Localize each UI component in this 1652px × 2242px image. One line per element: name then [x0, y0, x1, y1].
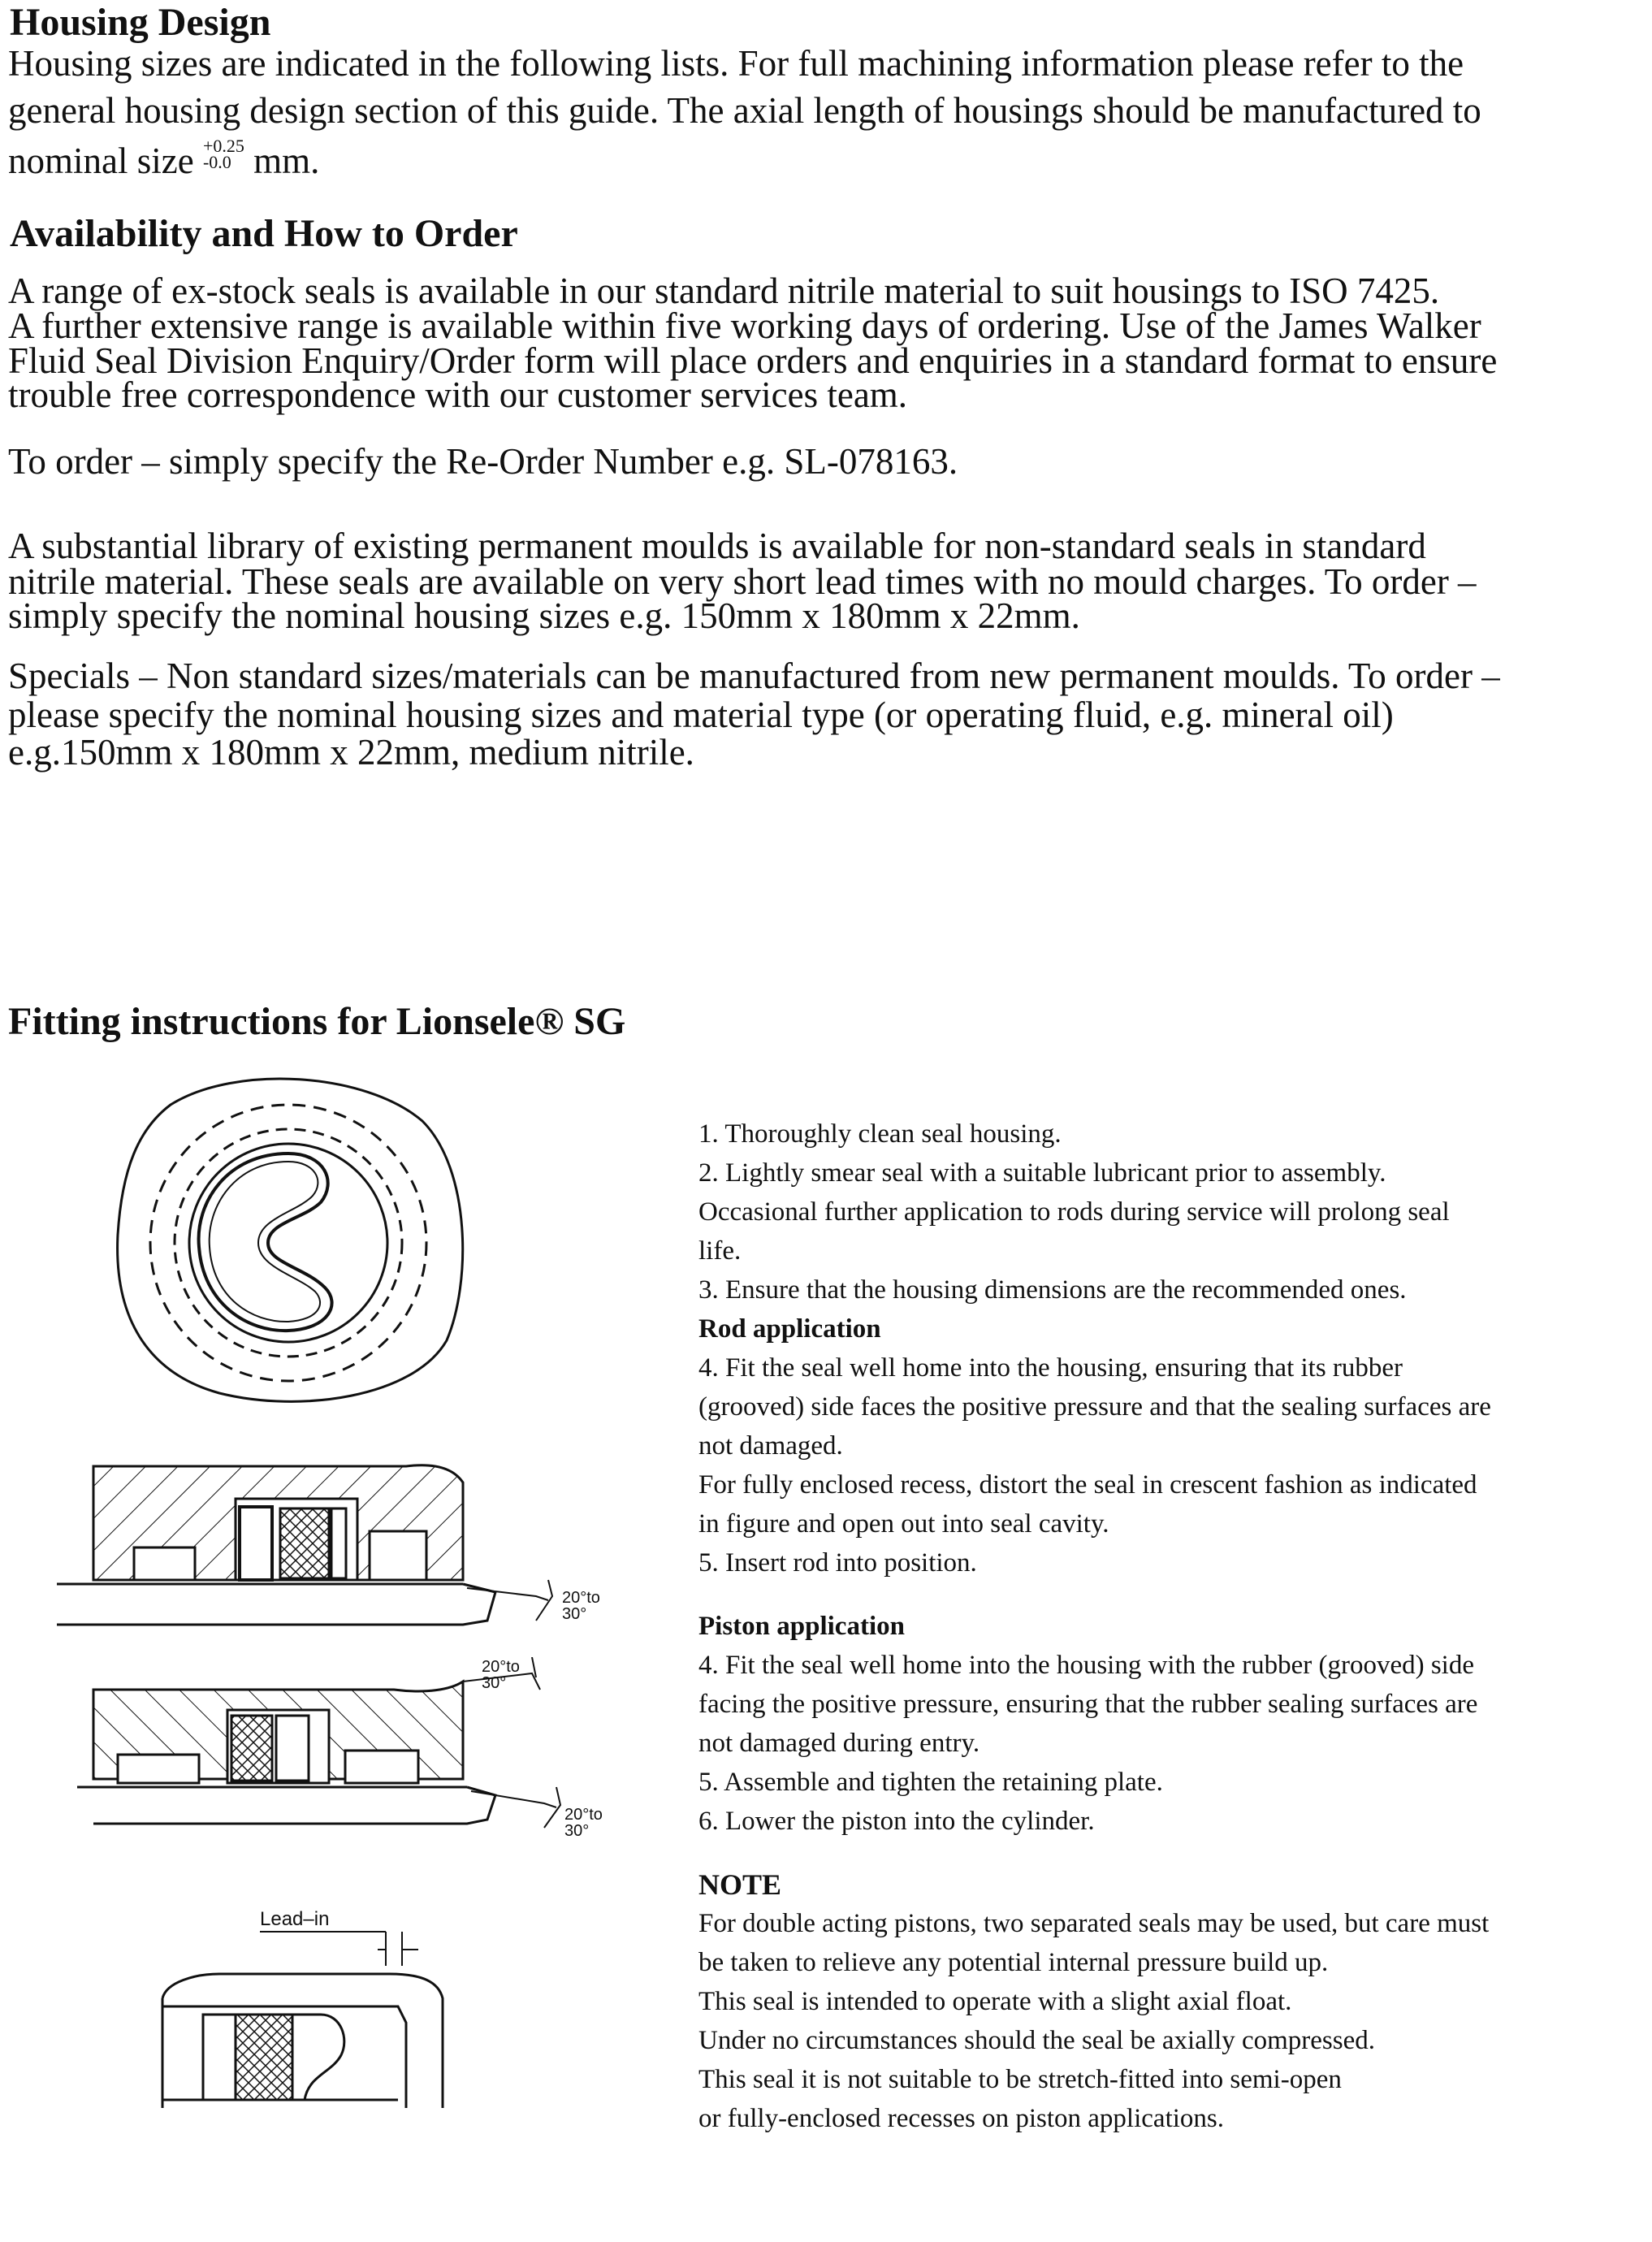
piston-step-4-line-2: facing the positive pressure, ensuring that the rubber sealing surfaces are: [698, 1690, 1478, 1719]
piston-bottom-angle-label-2: 30°: [564, 1822, 590, 1840]
availability-p1-l4: trouble free correspondence with our customer services team.: [8, 374, 908, 415]
availability-p3-l3: simply specify the nominal housing sizes e.g. 150mm x 180mm x 22mm.: [8, 595, 1080, 636]
availability-p2: To order – simply specify the Re-Order Number e.g. SL-078163.: [8, 441, 958, 482]
tolerance: [203, 138, 244, 171]
piston-step-6: 6. Lower the piston into the cylinder.: [698, 1807, 1095, 1836]
availability-p3-l2: nitrile material. These seals are available on very short lead times with no mould charges. To order –: [8, 561, 1477, 602]
note-line-6: or fully-enclosed recesses on piston applications.: [698, 2104, 1224, 2133]
piston-step-4-line-3: not damaged during entry.: [698, 1729, 980, 1758]
rod-note-line-1: For fully enclosed recess, distort the seal in crescent fashion as indicated: [698, 1470, 1477, 1500]
piston-bottom-angle-label-1: 20°to: [564, 1806, 603, 1824]
tolerance-minus: -0.0: [202, 152, 231, 172]
availability-p1-l2: A further extensive range is available within five working days of ordering. Use of the James Walker: [8, 305, 1481, 346]
housing-line-1: Housing sizes are indicated in the following lists. For full machining information please refer to the: [8, 43, 1464, 84]
step-2-line-3: life.: [698, 1236, 742, 1266]
availability-p1-l3: Fluid Seal Division Enquiry/Order form will place orders and enquiries in a standard format to ensure: [8, 340, 1498, 381]
piston-step-5: 5. Assemble and tighten the retaining plate.: [698, 1768, 1163, 1797]
availability-p4-l3: e.g.150mm x 180mm x 22mm, medium nitrile.: [8, 732, 694, 773]
step-2-line-2: Occasional further application to rods during service will prolong seal: [698, 1197, 1450, 1227]
step-3: 3. Ensure that the housing dimensions are the recommended ones.: [698, 1275, 1407, 1305]
availability-p1-l1: A range of ex-stock seals is available in our standard nitrile material to suit housings to ISO 7425.: [8, 271, 1440, 311]
piston-top-angle-label-2: 30°: [482, 1674, 507, 1692]
availability-p4-l2: please specify the nominal housing sizes and material type (or operating fluid, e.g. mineral oil): [8, 695, 1394, 735]
tolerance-plus: +0.25: [202, 136, 244, 156]
fitting-title: Fitting instructions for Lionsele® SG: [8, 1000, 626, 1043]
lead-in-figure: [146, 1901, 471, 2112]
availability-p3-l1: A substantial library of existing permanent moulds is available for non-standard seals in standard: [8, 526, 1426, 566]
crescent-seal-figure: [106, 1072, 487, 1413]
rod-angle-label-2: 30°: [562, 1605, 587, 1623]
availability-p4-l1: Specials – Non standard sizes/materials can be manufactured from new permanent moulds. To order –: [8, 656, 1500, 696]
note-heading: NOTE: [698, 1868, 782, 1901]
piston-application-heading: Piston application: [698, 1612, 905, 1641]
spacer: [698, 1582, 1641, 1607]
housing-line-2: general housing design section of this guide. The axial length of housings should be manufactured to: [8, 90, 1481, 131]
rod-application-heading: Rod application: [698, 1314, 881, 1344]
rod-note-line-2: in figure and open out into seal cavity.: [698, 1509, 1109, 1539]
housing-line-3-pre: nominal size: [8, 141, 194, 181]
rod-step-4-line-1: 4. Fit the seal well home into the housing, ensuring that its rubber: [698, 1353, 1403, 1383]
note-line-2: be taken to relieve any potential internal pressure build up.: [698, 1948, 1329, 1977]
piston-application-figure: [77, 1657, 662, 1852]
housing-line-3-post: mm.: [253, 141, 320, 181]
step-2-line-1: 2. Lightly smear seal with a suitable lubricant prior to assembly.: [698, 1158, 1386, 1188]
rod-step-4-line-3: not damaged.: [698, 1431, 843, 1461]
spacer: [698, 1841, 1641, 1865]
note-line-4: Under no circumstances should the seal be axially compressed.: [698, 2026, 1375, 2055]
step-1: 1. Thoroughly clean seal housing.: [698, 1119, 1062, 1149]
rod-angle-label-1: 20°to: [562, 1589, 600, 1607]
availability-title: Availability and How to Order: [10, 212, 518, 255]
rod-application-figure: [57, 1458, 674, 1629]
note-line-3: This seal is intended to operate with a slight axial float.: [698, 1987, 1292, 2016]
fitting-steps: [698, 1115, 1641, 2138]
rod-step-4-line-2: (grooved) side faces the positive pressure and that the sealing surfaces are: [698, 1392, 1491, 1422]
note-line-5: This seal it is not suitable to be stretch-fitted into semi-open: [698, 2065, 1342, 2094]
note-line-1: For double acting pistons, two separated seals may be used, but care must: [698, 1909, 1490, 1938]
lead-in-label: Lead–in: [260, 1908, 330, 1930]
rod-step-5: 5. Insert rod into position.: [698, 1548, 977, 1578]
housing-line-3: [8, 136, 1637, 181]
housing-design-title: Housing Design: [10, 1, 271, 44]
piston-step-4-line-1: 4. Fit the seal well home into the housing with the rubber (grooved) side: [698, 1651, 1474, 1680]
piston-top-angle-label-1: 20°to: [482, 1658, 520, 1676]
